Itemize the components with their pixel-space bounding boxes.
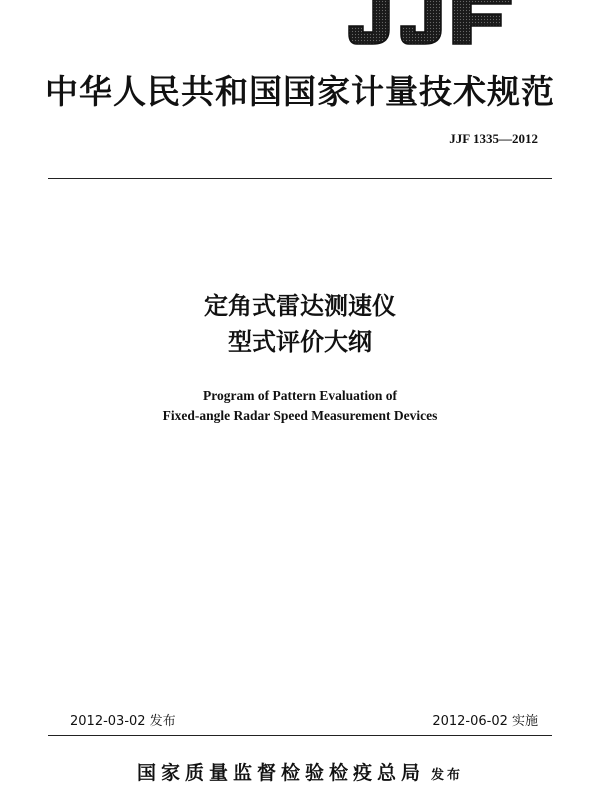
document-title-cn — [0, 288, 600, 360]
issuer-line — [0, 758, 600, 785]
title-en-line-2: Fixed-angle Radar Speed Measurement Devices — [162, 408, 438, 423]
jjf-logo-graphic — [345, 0, 515, 46]
issue-action: 发布 — [431, 768, 464, 783]
footer-divider — [48, 735, 552, 736]
title-en-line-1: Program of Pattern Evaluation of — [203, 388, 397, 403]
document-title-en — [0, 386, 600, 426]
title-cn-line-2: 型式评价大纲 — [228, 328, 372, 356]
standard-category-title: 中华人民共和国国家计量技术规范 — [45, 72, 555, 111]
jjf-logo — [345, 0, 515, 46]
title-cn-line-1: 定角式雷达测速仪 — [204, 292, 396, 320]
header-divider — [48, 178, 552, 179]
implementation-date: 2012-06-02 实施 — [432, 714, 538, 729]
issuing-authority: 国家质量监督检验检疫总局 — [136, 762, 425, 784]
issue-date: 2012-03-02 发布 — [70, 714, 176, 729]
standard-number: JJF 1335—2012 — [449, 131, 538, 146]
